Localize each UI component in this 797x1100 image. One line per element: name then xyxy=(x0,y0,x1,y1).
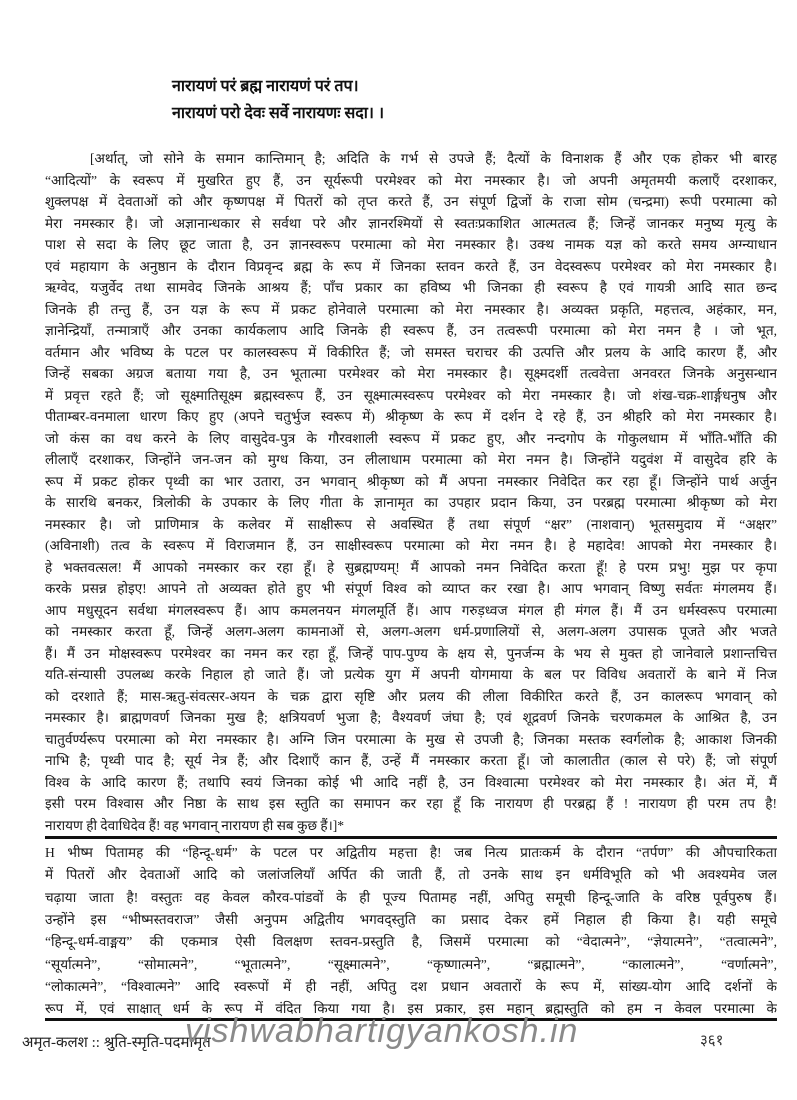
text-line: ऋग्वेद, यजुर्वेद तथा सामवेद जिनके आश्रय हैं; पाँच प्रकार का हविष्य भी जिनका ही स्वरूप है एवं गायत्री आदि सात छन्द xyxy=(45,280,777,295)
text-line: “आदित्यों” के स्वरूप में मुखरित हुए हैं, उन सूर्यरूपी परमेश्वर को मेरा नमस्कार है। जो अपनी अमृतमयी कलाएँ दरशाकर, xyxy=(45,172,777,188)
text-line: रूप में प्रकट होकर पृथ्वी का भार उतारा, उन भगवान् श्रीकृष्ण को मैं अपना नमस्कार निवेदित कर रहा हूँ। जिन्होंने पार्थ अर्जुन xyxy=(45,473,777,489)
text-line: इसी परम विश्वास और निष्ठा के साथ इस स्तुति का समापन कर रहा हूँ कि नारायण ही परब्रह्म हैं ! नारायण ही परम तप है! xyxy=(45,796,777,811)
text-line: शुक्लपक्ष में देवताओं को और कृष्णपक्ष में पितरों को तृप्त करते हैं, उन संपूर्ण द्विजों के राजा सोम (चन्द्रमा) रूपी परमात्मा को xyxy=(45,194,777,209)
text-line: चातुर्वर्ण्यरूप परमात्मा को मेरा नमस्कार है। अग्नि जिन परमात्मा के मुख से उपजी है; जिनका मस्तक स्वर्गलोक है; आकाश जिनकी xyxy=(45,731,777,747)
text-line: जो कंस का वध करने के लिए वासुदेव-पुत्र के गौरवशाली स्वरूप में प्रकट हुए, और नन्दगोप के गोकुलधाम में भाँति-भाँति की xyxy=(45,430,777,446)
text-line: लीलाएँ दरशाकर, जिन्होंने जन-जन को मुग्ध किया, उन लीलाधाम परमात्मा को मेरा नमन है। जिन्होंने यदुवंश में वासुदेव हरि के xyxy=(45,452,777,467)
footnote-line: “सूर्यात्मने”, “सोमात्मने”, “भूतात्मने”, “सूक्ष्मात्मने”, “कृष्णात्मने”, “ब्रह्मात्मने”, “कालात्मने”, “वर्णात्मने”, xyxy=(45,956,777,972)
text-line: एवं महायाग के अनुष्ठान के दौरान विप्रवृन्द ब्रह्म के रूप में जिनका स्तवन करते हैं, उन वेदस्वरूप परमेश्वर को मेरा नमस्कार है। xyxy=(45,258,777,274)
footnote-line: में पितरों और देवताओं आदि को जलांजलियाँ अर्पित की जाती हैं, तो उनके साथ इन धर्मविभूति को भी अवश्यमेव जल xyxy=(45,867,777,883)
text-line: विश्व के आदि कारण हैं; तथापि स्वयं जिनका कोई भी आदि नहीं है, उन विश्वात्मा परमेश्वर को मेरा नमस्कार है। अंत में, मैं xyxy=(45,774,777,790)
text-line: में प्रवृत्त रहते हैं; जो सूक्ष्मातिसूक्ष्म ब्रह्मस्वरूप हैं, उन सूक्ष्मात्मस्वरूप परमेश्वर को मेरा नमस्कार है। जो शंख-चक्र-शार्ङ्गधनुष और xyxy=(45,387,777,403)
text-line: के सारथि बनकर, त्रिलोकी के उपकार के लिए गीता के ज्ञानामृत का उपहार प्रदान किया, उन परब्रह्म परमात्मा श्रीकृष्ण को मेरा xyxy=(45,495,777,510)
footnote-line: “लोकात्मने”, “विश्वात्मने” आदि स्वरूपों में ही नहीं, अपितु दश प्रधान अवतारों के रूप में, सांख्य-योग आदि दर्शनों के xyxy=(45,978,777,994)
footnote-line: चढ़ाया जाता है! वस्तुतः वह केवल कौरव-पांडवों के ही पूज्य पितामह नहीं, अपितु समूची हिन्दू-जाति के वरिष्ठ पूर्वपुरुष हैं। xyxy=(45,889,777,905)
text-line: वर्तमान और भविष्य के पटल पर कालस्वरूप में विकीरित हैं; जो समस्त चराचर की उत्पत्ति और प्रलय के आदि कारण हैं, और xyxy=(45,344,777,360)
text-line: को नमस्कार करता हूँ, जिन्हें अलग-अलग कामनाओं से, अलग-अलग धर्म-प्रणालियों से, अलग-अलग उपासक पूजते और भजते xyxy=(45,624,777,639)
text-line: हैं। मैं उन मोक्षस्वरूप परमेश्वर का नमन कर रहा हूँ, जिन्हें पाप-पुण्य के क्षय से, पुनर्जन्म के भय से मुक्त हो जानेवाले प्रशान्तचित्त xyxy=(45,645,777,661)
text-line: मेरा नमस्कार है। जो अज्ञानान्धकार से सर्वथा परे और ज्ञानरश्मियों से स्वतःप्रकाशित आत्मतत्व हैं; जिन्हें जानकर मनुष्य मृत्यु के xyxy=(45,215,777,231)
text-line: पीताम्बर-वनमाला धारण किए हुए (अपने चतुर्भुज स्वरूप में) श्रीकृष्ण के रूप में दर्शन दे रहे हैं, उन श्रीहरि को मेरा नमस्कार है। xyxy=(45,409,777,424)
text-line: ज्ञानेन्द्रियाँ, तन्मात्राएँ और उनका कार्यकलाप आदि जिनके ही स्वरूप हैं, उन तत्वरूपी परमात्मा को मेरा नमन है । जो भूत, xyxy=(45,323,777,338)
page-number: ३६१ xyxy=(700,1033,724,1049)
verse-line: नारायणं परं ब्रह्म नारायणं परं तप। xyxy=(172,78,359,95)
footnote-line: उन्होंने इस “भीष्मस्तवराज” जैसी अनुपम अद्वितीय भगवद्स्तुति का प्रसाद देकर हमें निहाल ही किया है। यही समूचे xyxy=(45,911,777,927)
text-line: हे भक्तवत्सल! मैं आपको नमस्कार कर रहा हूँ। हे सुब्रह्मण्यम्! मैं आपको नमन निवेदित करता हूँ! हे परम प्रभु! मुझ पर कृपा xyxy=(45,559,777,575)
text-line: नमस्कार है। जो प्राणिमात्र के कलेवर में साक्षीरूप से अवस्थित हैं तथा संपूर्ण “क्षर” (नाशवान्) भूतसमुदाय में “अक्षर” xyxy=(45,516,777,532)
text-line: जिनके ही तन्तु हैं, उन यज्ञ के रूप में प्रकट होनेवाले परमात्मा को मेरा नमस्कार है। अव्यक्त प्रकृति, महत्तत्व, अहंकार, मन, xyxy=(45,301,777,317)
footnote-line: रूप में, एवं साक्षात् धर्म के रूप में वंदित किया गया है। इस प्रकार, इस महान् ब्रह्मस्तुति को हम न केवल परमात्मा के xyxy=(45,1001,777,1017)
text-line: नमस्कार है। ब्राह्मणवर्ण जिनका मुख है; क्षत्रियवर्ण भुजा है; वैश्यवर्ण जंघा है; एवं शूद्रवर्ण जिनके चरणकमल के आश्रित है, उन xyxy=(45,710,777,725)
footnote-line: “हिन्दू-धर्म-वाङ्मय” की एकमात्र ऐसी विलक्षण स्तवन-प्रस्तुति है, जिसमें परमात्मा को “वेदात्मने”, “ज्ञेयात्मने”, “तत्वात्मने”, xyxy=(45,934,777,950)
text-line: नाभि है; पृथ्वी पाद है; सूर्य नेत्र हैं; और दिशाएँ कान हैं, उन्हें मैं नमस्कार करता हूँ। जो कालातीत (काल से परे) हैं; जो संपूर्ण xyxy=(45,753,777,768)
text-line: जिन्हें सबका अग्रज बताया गया है, उन भूतात्मा परमेश्वर को मेरा नमस्कार है। सूक्ष्मदर्शी तत्ववेत्ता अनवरत जिनके अनुसन्धान xyxy=(45,366,777,381)
text-line: नारायण ही देवाधिदेव हैं! वह भगवान् नारायण ही सब कुछ हैं।]* xyxy=(45,817,345,833)
verse-line: नारायणं परो देवः सर्वे नारायणः सदा। । xyxy=(172,105,385,122)
footnote-line: H भीष्म पितामह की “हिन्दू-धर्म” के पटल पर अद्वितीय महत्ता है! जब नित्य प्रातःकर्म के दौरान “तर्पण” की औपचारिकता xyxy=(45,845,777,860)
book-title: अमृत-कलश :: श्रुति-स्मृति-पदमामृत xyxy=(22,1035,211,1051)
footnote-divider xyxy=(45,836,777,839)
text-line: (अविनाशी) तत्व के स्वरूप में विराजमान हैं, उन साक्षीस्वरूप परमात्मा को मेरा नमन है। हे महादेव! आपको मेरा नमस्कार है। xyxy=(45,538,777,553)
text-line: आप मधुसूदन सर्वथा मंगलस्वरूप हैं। आप कमलनयन मंगलमूर्ति हैं। आप गरुड़ध्वज मंगल ही मंगल हैं। मैं उन धर्मस्वरूप परमात्मा xyxy=(45,602,777,618)
text-line: पाश से सदा के लिए छूट जाता है, उन ज्ञानस्वरूप परमात्मा को मेरा नमस्कार है। उक्थ नामक यज्ञ को करते समय अग्न्याधान xyxy=(45,237,777,252)
text-line: यति-संन्यासी उपलब्ध करके निहाल हो जाते हैं। जो प्रत्येक युग में अपनी योगमाया के बल पर विविध अवतारों के बाने में निज xyxy=(45,667,777,682)
watermark: vishwabhartigyankosh.in xyxy=(185,1012,579,1050)
text-line: करके प्रसन्न होइए! आपने तो अव्यक्त होते हुए भी संपूर्ण विश्व को व्याप्त कर रखा है। आप भगवान् विष्णु सर्वतः मंगलमय हैं। xyxy=(45,581,777,596)
text-line: [अर्थात्, जो सोने के समान कान्तिमान् है; अदिति के गर्भ से उपजे हैं; दैत्यों के विनाशक हैं और एक होकर भी बारह xyxy=(90,151,777,166)
text-line: को दरशाते हैं; मास-ऋतु-संवत्सर-अयन के चक्र द्वारा सृष्टि और प्रलय की लीला विकीरित करते हैं, उन कालरूप भगवान् को xyxy=(45,688,777,704)
